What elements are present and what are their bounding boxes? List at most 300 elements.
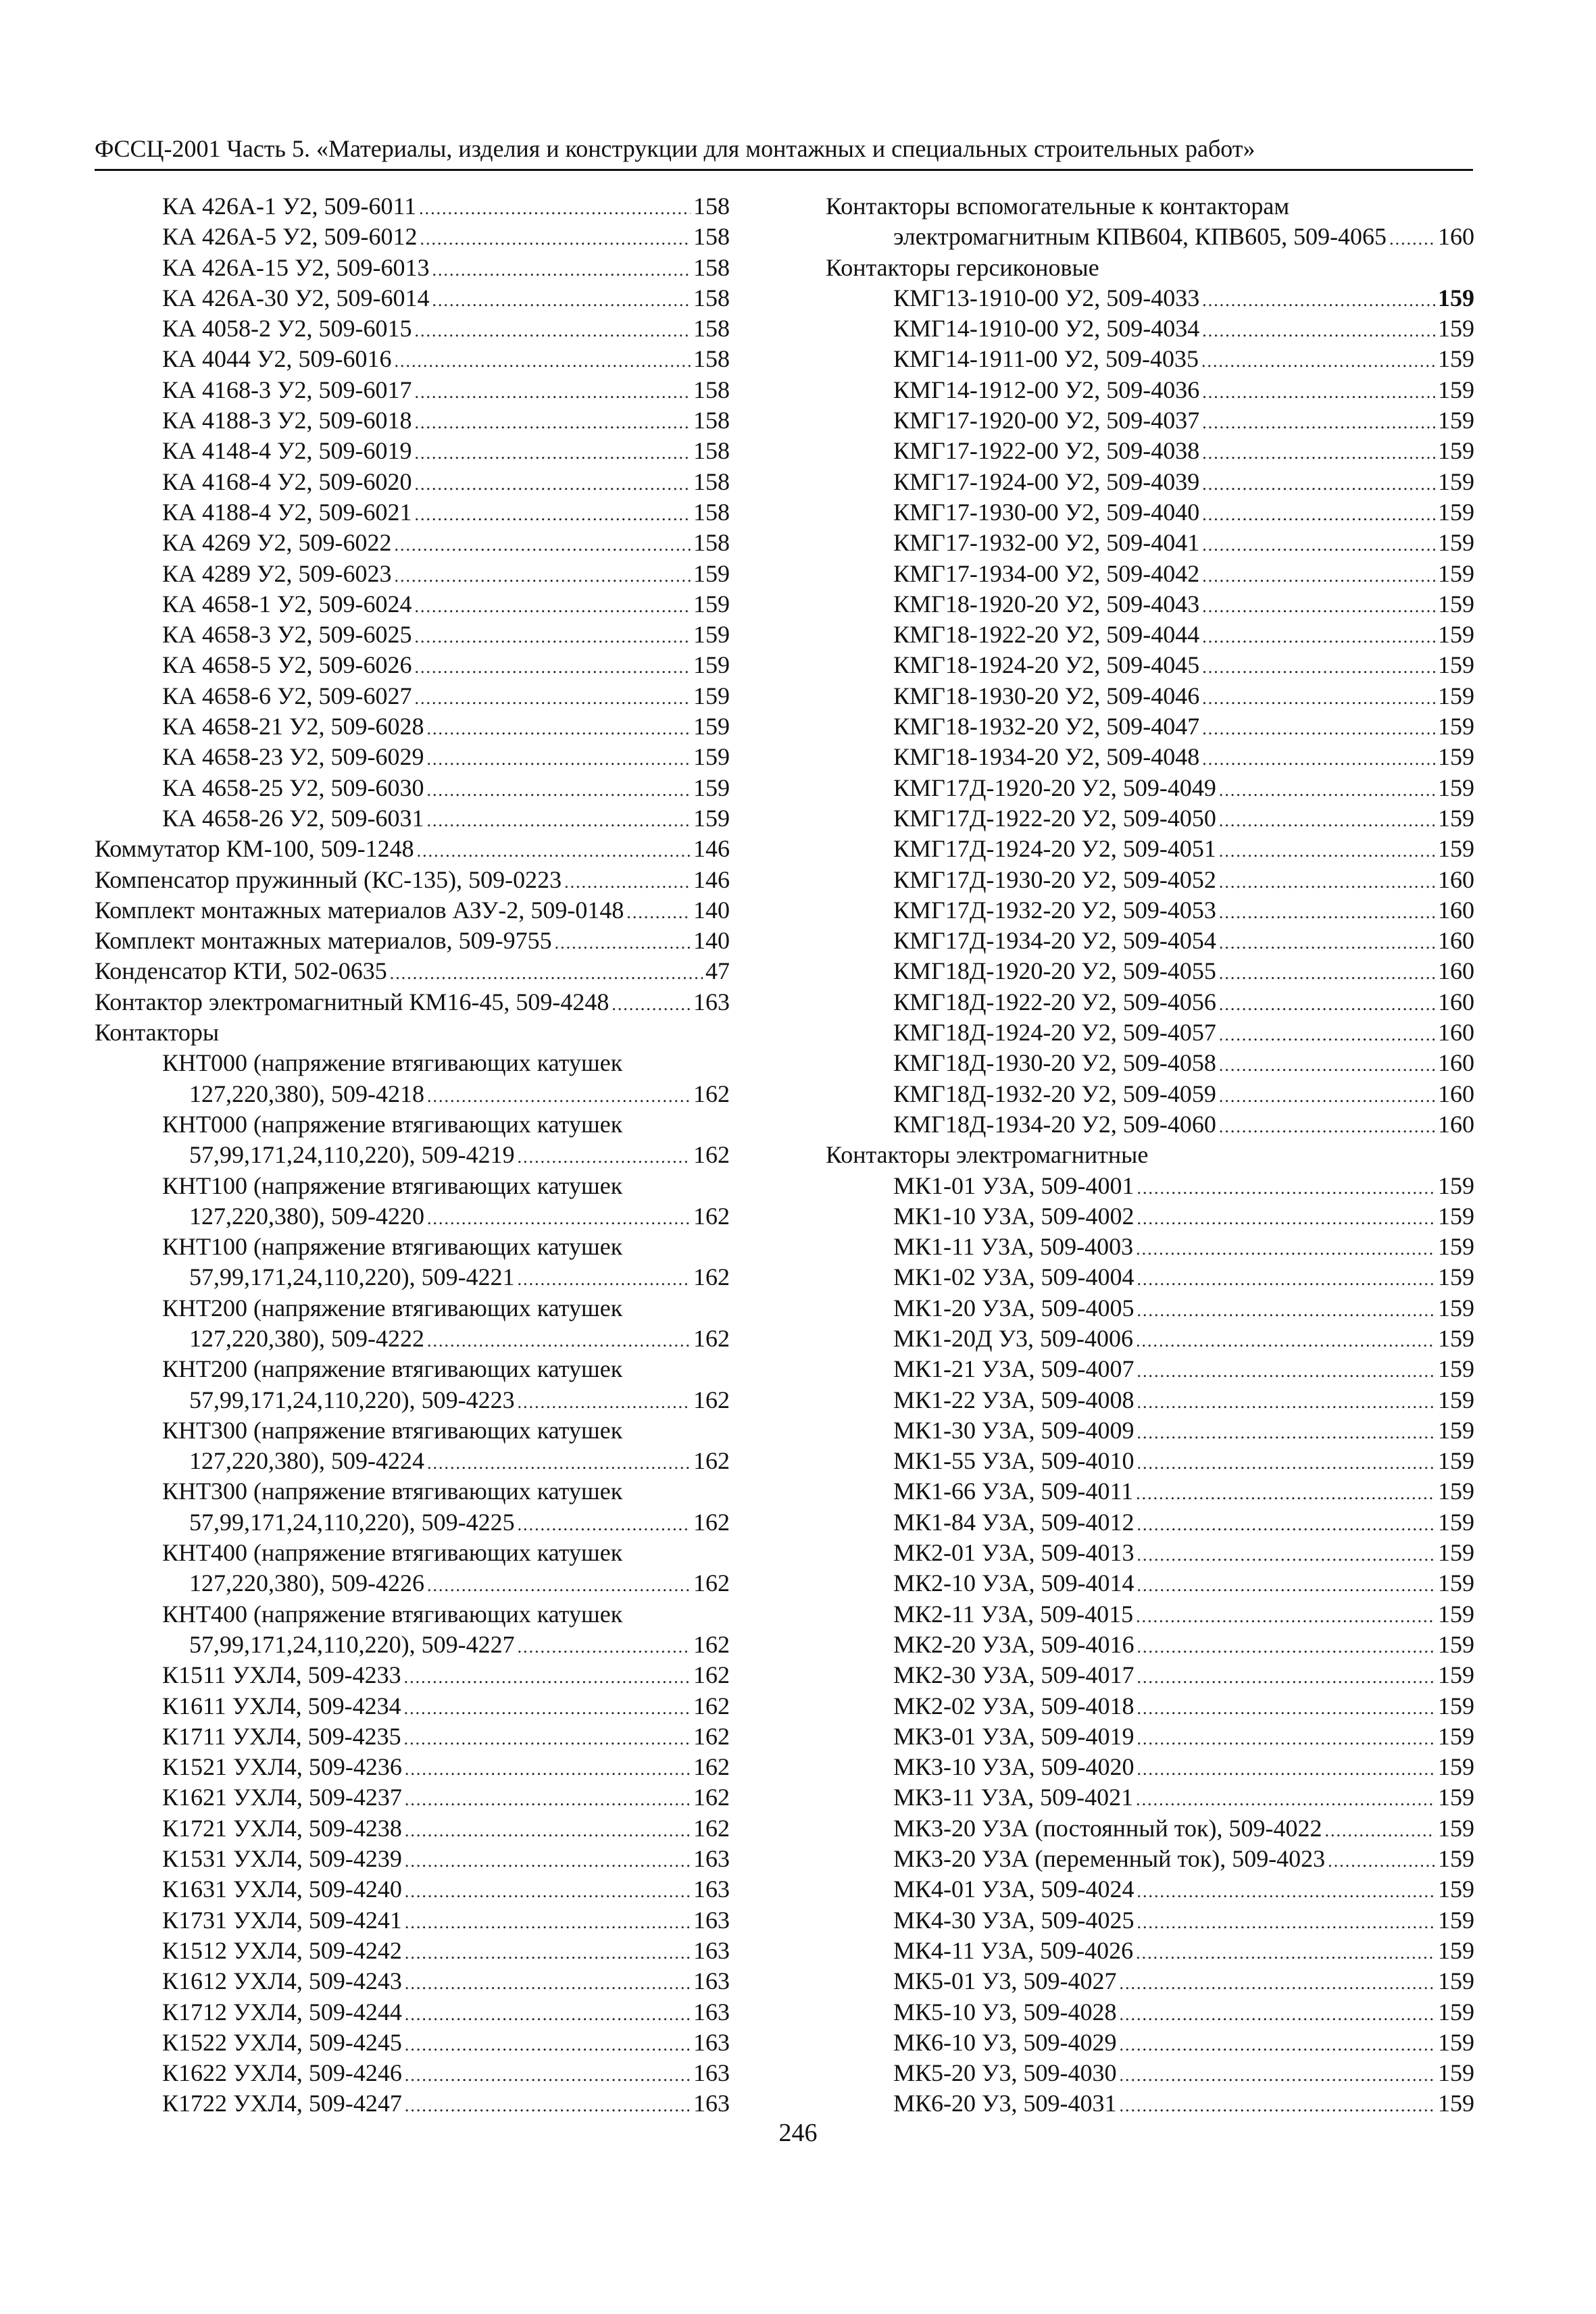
entry-label: МК3-01 У3А, 509-4019: [893, 1722, 1134, 1750]
entry-label: КМГ17Д-1932-20 У2, 509-4053: [893, 896, 1216, 924]
entry-page-number: 146: [693, 835, 730, 863]
entry-label: КА 4188-4 У2, 509-6021: [162, 498, 412, 526]
index-entry: [95, 1201, 730, 1232]
entry-label: МК5-20 У3, 509-4030: [893, 2059, 1117, 2087]
entry-label: КНТ000 (напряжение втягивающих катушек: [162, 1049, 623, 1077]
dot-leader: [414, 316, 691, 346]
index-entry: [826, 1874, 1474, 1905]
entry-label: МК1-20Д У3, 509-4006: [893, 1324, 1134, 1352]
dot-leader: [426, 775, 691, 805]
entry-page-number: 159: [1438, 1294, 1474, 1322]
index-entry: [826, 1171, 1474, 1201]
entry-page-number: 162: [693, 1661, 730, 1689]
dot-leader: [626, 897, 691, 928]
entry-label: МК5-10 У3, 509-4028: [893, 1998, 1117, 2026]
entry-page-number: 162: [693, 1692, 730, 1719]
dot-leader: [417, 836, 691, 866]
entry-page-number: 158: [693, 253, 730, 281]
index-entry: [826, 283, 1474, 313]
entry-page-number: 159: [1438, 1416, 1474, 1444]
dot-leader: [612, 989, 691, 1020]
entry-page-number: 162: [693, 1080, 730, 1107]
entry-label: Коммутатор КМ-100, 509-1248: [95, 835, 414, 863]
dot-leader: [1202, 591, 1435, 622]
dot-leader: [1137, 1540, 1435, 1570]
index-entry: [826, 987, 1474, 1017]
entry-page-number: 163: [693, 1906, 730, 1934]
dot-leader: [1202, 499, 1435, 530]
entry-page-number: 47: [705, 957, 730, 985]
index-entry: [826, 711, 1474, 742]
entry-page-number: 159: [693, 804, 730, 832]
index-entry: [826, 1997, 1474, 2028]
index-entry: [826, 375, 1474, 405]
dot-leader: [518, 1632, 691, 1662]
dot-leader: [1219, 805, 1435, 836]
index-entry: [826, 1538, 1474, 1568]
index-entry: [826, 1813, 1474, 1844]
entry-page-number: 162: [693, 1784, 730, 1811]
entry-label: МК2-20 У3А, 509-4016: [893, 1630, 1134, 1658]
dot-leader: [1202, 438, 1435, 468]
entry-page-number: 159: [1438, 1722, 1474, 1750]
entry-label: КА 4168-3 У2, 509-6017: [162, 376, 412, 403]
entry-label: КМГ17Д-1920-20 У2, 509-4049: [893, 774, 1216, 801]
entry-page-number: 159: [1438, 1814, 1474, 1842]
dot-leader: [1219, 867, 1435, 897]
entry-page-number: 159: [1438, 529, 1474, 557]
index-entry: [826, 742, 1474, 772]
dot-leader: [518, 1142, 691, 1172]
index-entry: [95, 1782, 730, 1813]
dot-leader: [1137, 1570, 1435, 1601]
entry-label: КА 4269 У2, 509-6022: [162, 529, 392, 557]
entry-page-number: 159: [1438, 1936, 1474, 1964]
entry-page-number: 159: [1438, 1539, 1474, 1567]
entry-label: МК4-11 У3А, 509-4026: [893, 1936, 1134, 1964]
entry-page-number: 159: [693, 713, 730, 740]
entry-label: КМГ18Д-1934-20 У2, 509-4060: [893, 1110, 1216, 1138]
index-entry: [826, 1415, 1474, 1446]
entry-label: МК1-55 У3А, 509-4010: [893, 1447, 1134, 1475]
index-entry: [826, 1630, 1474, 1660]
entry-label: МК1-01 У3А, 509-4001: [893, 1172, 1134, 1199]
entry-label: КМГ18-1922-20 У2, 509-4044: [893, 621, 1200, 649]
entry-label: МК2-02 У3А, 509-4018: [893, 1692, 1134, 1719]
entry-label: 57,99,171,24,110,220), 509-4227: [189, 1630, 515, 1658]
entry-page-number: 158: [693, 193, 730, 220]
entry-page-number: 159: [1438, 1600, 1474, 1628]
dot-leader: [1137, 1295, 1435, 1326]
entry-label: КМГ18Д-1920-20 У2, 509-4055: [893, 957, 1216, 985]
entry-page-number: 160: [1438, 1049, 1474, 1077]
index-entry: [826, 344, 1474, 374]
index-entry: [95, 773, 730, 803]
entry-label: К1711 УХЛ4, 509-4235: [162, 1722, 401, 1750]
entry-page-number: 159: [1438, 498, 1474, 526]
index-entry: [826, 1354, 1474, 1384]
entry-page-number: 159: [693, 774, 730, 801]
entry-page-number: 158: [693, 315, 730, 343]
index-entry: [95, 436, 730, 466]
index-entry: [95, 650, 730, 680]
entry-page-number: 159: [1438, 1233, 1474, 1261]
entry-label: 57,99,171,24,110,220), 509-4221: [189, 1263, 515, 1291]
index-entry: [95, 865, 730, 895]
dot-leader: [395, 561, 691, 591]
index-entry: [95, 987, 730, 1017]
entry-label: МК1-11 У3А, 509-4003: [893, 1233, 1134, 1261]
dot-leader: [414, 469, 691, 499]
dot-leader: [1137, 1754, 1435, 1784]
entry-page-number: 159: [693, 743, 730, 771]
index-column-right: [826, 191, 1474, 2119]
dot-leader: [414, 377, 691, 407]
entry-label: К1631 УХЛ4, 509-4240: [162, 1876, 402, 1903]
dot-leader: [414, 622, 691, 652]
index-entry: [826, 1201, 1474, 1232]
entry-label: МК6-20 У3, 509-4031: [893, 2090, 1117, 2117]
entry-label: К1722 УХЛ4, 509-4247: [162, 2090, 402, 2117]
entry-label: КНТ300 (напряжение втягивающих катушек: [162, 1478, 623, 1505]
index-entry: [95, 1538, 730, 1568]
index-entry: [826, 2028, 1474, 2058]
index-entry: [826, 1048, 1474, 1078]
entry-page-number: 162: [693, 1202, 730, 1230]
entry-label: К1511 УХЛ4, 509-4233: [162, 1661, 401, 1689]
index-entry: [95, 926, 730, 956]
index-entry: [95, 620, 730, 650]
index-entry: [95, 1048, 730, 1078]
dot-leader: [432, 255, 691, 285]
entry-page-number: 158: [693, 223, 730, 251]
entry-page-number: 159: [1438, 621, 1474, 649]
dot-leader: [414, 438, 691, 468]
index-entry: [826, 1507, 1474, 1538]
dot-leader: [390, 958, 703, 988]
dot-leader: [1202, 530, 1435, 560]
dot-leader: [405, 1876, 691, 1907]
entry-label: 127,220,380), 509-4224: [189, 1447, 424, 1475]
index-entry: [826, 405, 1474, 436]
dot-leader: [1120, 2030, 1436, 2060]
dot-leader: [419, 193, 691, 224]
dot-leader: [1137, 1264, 1435, 1294]
index-entry: [95, 742, 730, 772]
entry-label: КМГ17-1934-00 У2, 509-4042: [893, 559, 1200, 587]
entry-page-number: 159: [1438, 315, 1474, 343]
index-entry: [95, 1752, 730, 1782]
entry-label: МК1-21 У3А, 509-4007: [893, 1355, 1134, 1383]
entry-page-number: 159: [1438, 682, 1474, 709]
entry-page-number: 159: [1438, 1692, 1474, 1719]
entry-label: КМГ18-1932-20 У2, 509-4047: [893, 713, 1200, 740]
entry-label: Контакторы вспомогательные к контакторам: [826, 193, 1290, 220]
entry-page-number: 159: [1438, 1753, 1474, 1781]
index-entry: [826, 253, 1474, 283]
header-rule: [95, 169, 1473, 171]
dot-leader: [414, 591, 691, 622]
entry-label: КМГ18-1920-20 У2, 509-4043: [893, 590, 1200, 618]
entry-label: МК3-10 У3А, 509-4020: [893, 1753, 1134, 1781]
entry-page-number: 162: [693, 1753, 730, 1781]
page-header: ФССЦ-2001 Часть 5. «Материалы, изделия и конструкции для монтажных и специальных строительных работ»: [95, 135, 1255, 162]
entry-page-number: 163: [693, 2028, 730, 2056]
entry-label: К1712 УХЛ4, 509-4244: [162, 1998, 402, 2026]
dot-leader: [405, 1907, 691, 1938]
entry-label: КМГ18-1924-20 У2, 509-4045: [893, 651, 1200, 679]
entry-page-number: 159: [1438, 1661, 1474, 1689]
index-entry: [826, 1385, 1474, 1415]
entry-page-number: 160: [1438, 988, 1474, 1015]
entry-page-number: 158: [693, 284, 730, 311]
entry-label: МК4-01 У3А, 509-4024: [893, 1876, 1134, 1903]
entry-page-number: 162: [693, 1569, 730, 1597]
entry-page-number: 160: [1438, 865, 1474, 893]
entry-label: КА 4044 У2, 509-6016: [162, 345, 392, 373]
entry-label: КМГ18Д-1924-20 У2, 509-4057: [893, 1019, 1216, 1047]
dot-leader: [405, 2060, 691, 2090]
dot-leader: [1137, 1203, 1435, 1234]
dot-leader: [1389, 224, 1435, 254]
dot-leader: [1219, 958, 1435, 988]
index-entry: [826, 1691, 1474, 1721]
entry-page-number: 158: [693, 345, 730, 373]
index-entry: [826, 1017, 1474, 1048]
dot-leader: [1137, 1907, 1435, 1938]
dot-leader: [518, 1387, 691, 1417]
dot-leader: [405, 1968, 691, 1998]
index-entry: [95, 1874, 730, 1905]
entry-label: МК1-30 У3А, 509-4009: [893, 1416, 1134, 1444]
entry-label: МК1-84 У3А, 509-4012: [893, 1508, 1134, 1536]
dot-leader: [1202, 316, 1435, 346]
dot-leader: [1202, 469, 1435, 499]
dot-leader: [1137, 1662, 1435, 1692]
dot-leader: [427, 1326, 691, 1356]
entry-page-number: 140: [693, 927, 730, 955]
dot-leader: [564, 867, 691, 897]
index-entry: [95, 559, 730, 589]
entry-label: К1731 УХЛ4, 509-4241: [162, 1906, 402, 1934]
index-entry: [95, 834, 730, 864]
dot-leader: [1136, 1326, 1435, 1356]
dot-leader: [404, 1662, 691, 1692]
entry-page-number: 159: [1438, 1263, 1474, 1291]
entry-page-number: 159: [1438, 1967, 1474, 1995]
entry-label: К1621 УХЛ4, 509-4237: [162, 1784, 402, 1811]
index-entry: [826, 1293, 1474, 1324]
index-entry: [826, 926, 1474, 956]
index-entry: [826, 620, 1474, 650]
dot-leader: [405, 1999, 691, 2030]
entry-label: МК5-01 У3, 509-4027: [893, 1967, 1117, 1995]
entry-label: МК2-01 У3А, 509-4013: [893, 1539, 1134, 1567]
dot-leader: [405, 1815, 691, 1846]
entry-page-number: 159: [1438, 376, 1474, 403]
index-entry: [95, 1446, 730, 1476]
dot-leader: [1137, 1509, 1435, 1540]
index-entry: [95, 1324, 730, 1354]
entry-label: Конденсатор КТИ, 502-0635: [95, 957, 387, 985]
entry-label: КМГ17-1930-00 У2, 509-4040: [893, 498, 1200, 526]
index-entry: [95, 1017, 730, 1048]
entry-label: КА 4658-23 У2, 509-6029: [162, 743, 424, 771]
index-entry: [95, 2088, 730, 2119]
entry-page-number: 146: [693, 865, 730, 893]
entry-label: 127,220,380), 509-4220: [189, 1202, 424, 1230]
entry-label: МК2-10 У3А, 509-4014: [893, 1569, 1134, 1597]
entry-label: КА 4658-1 У2, 509-6024: [162, 590, 412, 618]
dot-leader: [1137, 1173, 1435, 1203]
entry-label: МК3-20 У3А (постоянный ток), 509-4022: [893, 1814, 1322, 1842]
dot-leader: [1202, 744, 1435, 774]
index-entry: [95, 1109, 730, 1140]
index-entry: [95, 344, 730, 374]
entry-label: 127,220,380), 509-4222: [189, 1324, 424, 1352]
dot-leader: [1137, 1876, 1435, 1907]
entry-label: КМГ18Д-1932-20 У2, 509-4059: [893, 1080, 1216, 1107]
index-entry: [95, 1660, 730, 1690]
dot-leader: [414, 407, 691, 438]
index-entry: [826, 1140, 1474, 1170]
entry-label: КА 4658-25 У2, 509-6030: [162, 774, 424, 801]
index-entry: [826, 1660, 1474, 1690]
index-entry: [95, 1844, 730, 1874]
entry-label: К1612 УХЛ4, 509-4243: [162, 1967, 402, 1995]
index-entry: [95, 1476, 730, 1507]
entry-label: К1512 УХЛ4, 509-4242: [162, 1936, 402, 1964]
entry-page-number: 159: [1438, 1630, 1474, 1658]
dot-leader: [1202, 713, 1435, 744]
entry-label: КМГ17Д-1934-20 У2, 509-4054: [893, 927, 1216, 955]
entry-label: 127,220,380), 509-4226: [189, 1569, 424, 1597]
entry-page-number: 162: [693, 1386, 730, 1413]
dot-leader: [395, 346, 691, 376]
index-entry: [95, 497, 730, 528]
index-entry: [95, 1599, 730, 1630]
entry-page-number: 163: [693, 2059, 730, 2087]
entry-label: КМГ18-1934-20 У2, 509-4048: [893, 743, 1200, 771]
index-entry: [95, 375, 730, 405]
entry-page-number: 159: [693, 682, 730, 709]
entry-page-number: 159: [1438, 1202, 1474, 1230]
index-entry: [826, 559, 1474, 589]
entry-label: КА 4658-5 У2, 509-6026: [162, 651, 412, 679]
index-entry: [826, 1568, 1474, 1599]
entry-label: Компенсатор пружинный (КС-135), 509-0223: [95, 865, 562, 893]
dot-leader: [427, 1448, 691, 1478]
entry-page-number: 159: [1438, 1447, 1474, 1475]
index-entry: [95, 589, 730, 620]
index-entry: [826, 773, 1474, 803]
dot-leader: [405, 1754, 691, 1784]
entry-page-number: 159: [1438, 2059, 1474, 2087]
index-entry: [826, 895, 1474, 926]
entry-label: КА 426А-5 У2, 509-6012: [162, 223, 418, 251]
entry-label: электромагнитным КПВ604, КПВ605, 509-4065: [893, 223, 1387, 251]
dot-leader: [405, 2030, 691, 2060]
entry-page-number: 162: [693, 1447, 730, 1475]
index-entry: [95, 2028, 730, 2058]
entry-label: МК2-11 У3А, 509-4015: [893, 1600, 1134, 1628]
entry-page-number: 159: [1438, 651, 1474, 679]
index-entry: [826, 681, 1474, 711]
dot-leader: [405, 1938, 691, 1968]
dot-leader: [395, 530, 691, 560]
index-entry: [826, 497, 1474, 528]
entry-page-number: 159: [693, 559, 730, 587]
index-entry: [95, 1905, 730, 1936]
dot-leader: [518, 1264, 691, 1294]
entry-label: Контакторы электромагнитные: [826, 1141, 1149, 1169]
dot-leader: [1137, 1693, 1435, 1724]
entry-page-number: 159: [1438, 345, 1474, 373]
index-entry: [826, 1232, 1474, 1262]
entry-label: КМГ17-1922-00 У2, 509-4038: [893, 437, 1200, 465]
entry-page-number: 159: [1438, 774, 1474, 801]
page-number: 246: [778, 2119, 818, 2147]
index-entry: [95, 1691, 730, 1721]
dot-leader: [414, 683, 691, 713]
entry-page-number: 159: [1438, 1784, 1474, 1811]
entry-label: КА 426А-30 У2, 509-6014: [162, 284, 430, 311]
entry-label: 57,99,171,24,110,220), 509-4223: [189, 1386, 515, 1413]
dot-leader: [1219, 1111, 1435, 1142]
entry-label: КА 4188-3 У2, 509-6018: [162, 407, 412, 434]
index-entry: [95, 956, 730, 986]
entry-label: 127,220,380), 509-4218: [189, 1080, 424, 1107]
entry-label: К1622 УХЛ4, 509-4246: [162, 2059, 402, 2087]
dot-leader: [1324, 1815, 1435, 1846]
entry-page-number: 159: [1438, 1569, 1474, 1597]
entry-page-number: 158: [693, 376, 730, 403]
entry-page-number: 160: [1438, 1080, 1474, 1107]
dot-leader: [1219, 928, 1435, 958]
index-entry: [826, 1905, 1474, 1936]
index-entry: [95, 283, 730, 313]
index-entry: [95, 1262, 730, 1292]
entry-label: КНТ000 (напряжение втягивающих катушек: [162, 1110, 623, 1138]
entry-label: КА 4289 У2, 509-6023: [162, 559, 392, 587]
entry-label: КМГ17Д-1924-20 У2, 509-4051: [893, 835, 1216, 863]
index-entry: [826, 1599, 1474, 1630]
dot-leader: [1137, 1356, 1435, 1386]
entry-page-number: 159: [1438, 284, 1474, 311]
entry-label: КМГ17-1920-00 У2, 509-4037: [893, 407, 1200, 434]
dot-leader: [1219, 836, 1435, 866]
index-entry: [826, 1721, 1474, 1752]
dot-leader: [1328, 1846, 1435, 1876]
entry-label: КМГ18-1930-20 У2, 509-4046: [893, 682, 1200, 709]
entry-label: КА 4658-21 У2, 509-6028: [162, 713, 424, 740]
dot-leader: [427, 1203, 691, 1234]
entry-label: КА 4658-26 У2, 509-6031: [162, 804, 424, 832]
entry-page-number: 159: [1438, 743, 1474, 771]
entry-page-number: 162: [693, 1263, 730, 1291]
index-entry: [95, 1415, 730, 1446]
entry-label: КНТ100 (напряжение втягивающих катушек: [162, 1233, 623, 1261]
index-entry: [95, 1140, 730, 1170]
dot-leader: [426, 744, 691, 774]
entry-page-number: 159: [1438, 1355, 1474, 1383]
index-entry: [95, 803, 730, 834]
index-entry: [826, 1966, 1474, 1996]
entry-page-number: 159: [1438, 1845, 1474, 1873]
dot-leader: [1219, 775, 1435, 805]
index-entry: [95, 253, 730, 283]
entry-page-number: 159: [1438, 835, 1474, 863]
